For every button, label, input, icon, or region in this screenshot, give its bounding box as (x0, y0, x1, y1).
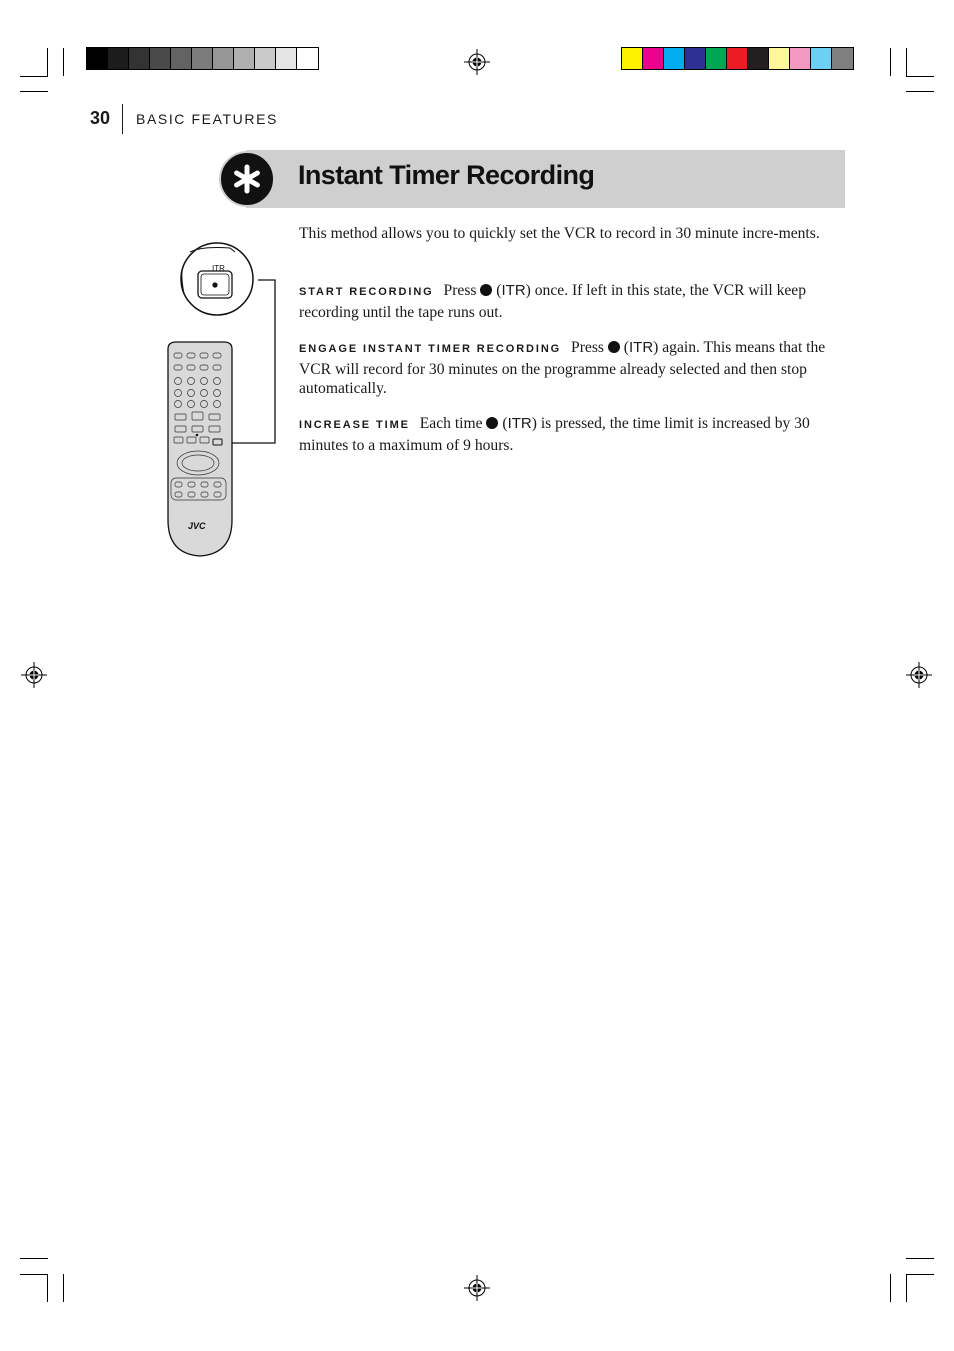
calibration-swatch (622, 48, 643, 69)
step-before: Each time (419, 415, 483, 432)
calibration-swatch (213, 48, 234, 69)
crop-mark (20, 91, 48, 92)
calibration-swatch (87, 48, 108, 69)
page-title: Instant Timer Recording (298, 160, 595, 190)
calibration-swatch (108, 48, 129, 69)
intro-text: This method allows you to quickly set the VCR to record in 30 minute incre-ments. (299, 225, 820, 242)
registration-target-icon (464, 49, 490, 75)
callout-itr-label: ITR (212, 264, 225, 273)
crop-mark (47, 48, 48, 76)
calibration-swatch (790, 48, 811, 69)
step-before: Press (443, 282, 477, 299)
record-dot-icon (480, 284, 492, 296)
crop-mark (906, 1274, 934, 1275)
crop-mark (890, 1274, 891, 1302)
step-engage-instant-timer: ENGAGE INSTANT TIMER RECORDING Press (ITR) again. This means that the VCR will record for 30 minutes on the programme already selected and then stop automatically. (299, 339, 826, 397)
crop-mark (20, 1258, 48, 1259)
crop-mark (20, 1274, 48, 1275)
step-text: once. If left in this state, the VCR will keep recording until the tape runs out. (299, 282, 807, 321)
registration-target-icon (21, 662, 47, 688)
calibration-swatch (727, 48, 748, 69)
crop-mark (890, 48, 891, 76)
itr-button-label: ITR (501, 282, 526, 299)
step-before: Press (571, 339, 604, 356)
step-text: is pressed, the time limit is increased by 30 minutes to a maximum of 9 hours. (299, 415, 810, 454)
record-dot-icon (608, 341, 620, 353)
crop-mark (47, 1274, 48, 1302)
remote-illustration (160, 238, 284, 562)
step-increase-time: INCREASE TIME Each time (ITR) is pressed, the time limit is increased by 30 minutes to a maximum of 9 hours. (299, 415, 810, 454)
crop-mark (906, 91, 934, 92)
step-lead: INCREASE TIME (299, 419, 410, 431)
section-label: BASIC FEATURES (136, 111, 278, 127)
calibration-swatch (832, 48, 853, 69)
color-calibration-strip (621, 47, 854, 70)
calibration-swatch (297, 48, 318, 69)
crop-mark (906, 48, 907, 76)
remote-body (168, 342, 232, 556)
crop-mark (63, 1274, 64, 1302)
calibration-swatch (234, 48, 255, 69)
calibration-swatch (811, 48, 832, 69)
calibration-swatch (255, 48, 276, 69)
calibration-swatch (150, 48, 171, 69)
step-lead: START RECORDING (299, 286, 434, 298)
calibration-swatch (171, 48, 192, 69)
calibration-swatch (706, 48, 727, 69)
crop-mark (20, 76, 48, 77)
calibration-swatch (748, 48, 769, 69)
itr-button-label: ITR (507, 415, 532, 432)
gray-calibration-strip (86, 47, 319, 70)
registration-target-icon (906, 662, 932, 688)
crop-mark (906, 1274, 907, 1302)
calibration-swatch (192, 48, 213, 69)
crop-mark (63, 48, 64, 76)
step-text: again. This means that the VCR will record for 30 minutes on the programme already selected and then stop automatically. (299, 339, 826, 397)
calibration-swatch (664, 48, 685, 69)
calibration-swatch (276, 48, 297, 69)
intro-paragraph (299, 224, 847, 244)
calibration-swatch (643, 48, 664, 69)
page-number: 30 (90, 108, 111, 128)
crop-mark (906, 1258, 934, 1259)
itr-button-label: ITR (628, 339, 654, 356)
calibration-swatch (129, 48, 150, 69)
step-lead: ENGAGE INSTANT TIMER RECORDING (299, 343, 562, 355)
itr-zoom-callout (181, 243, 253, 315)
asterisk-icon (219, 151, 275, 207)
record-dot-icon (486, 417, 498, 429)
calibration-swatch (685, 48, 706, 69)
registration-target-icon (464, 1275, 490, 1301)
calibration-swatch (769, 48, 790, 69)
crop-mark (906, 76, 934, 77)
step-start-recording: START RECORDING Press (ITR) once. If left in this state, the VCR will keep recording until the tape runs out. (299, 282, 807, 321)
header-divider (122, 104, 123, 134)
remote-brand-logo: JVC (188, 521, 206, 531)
